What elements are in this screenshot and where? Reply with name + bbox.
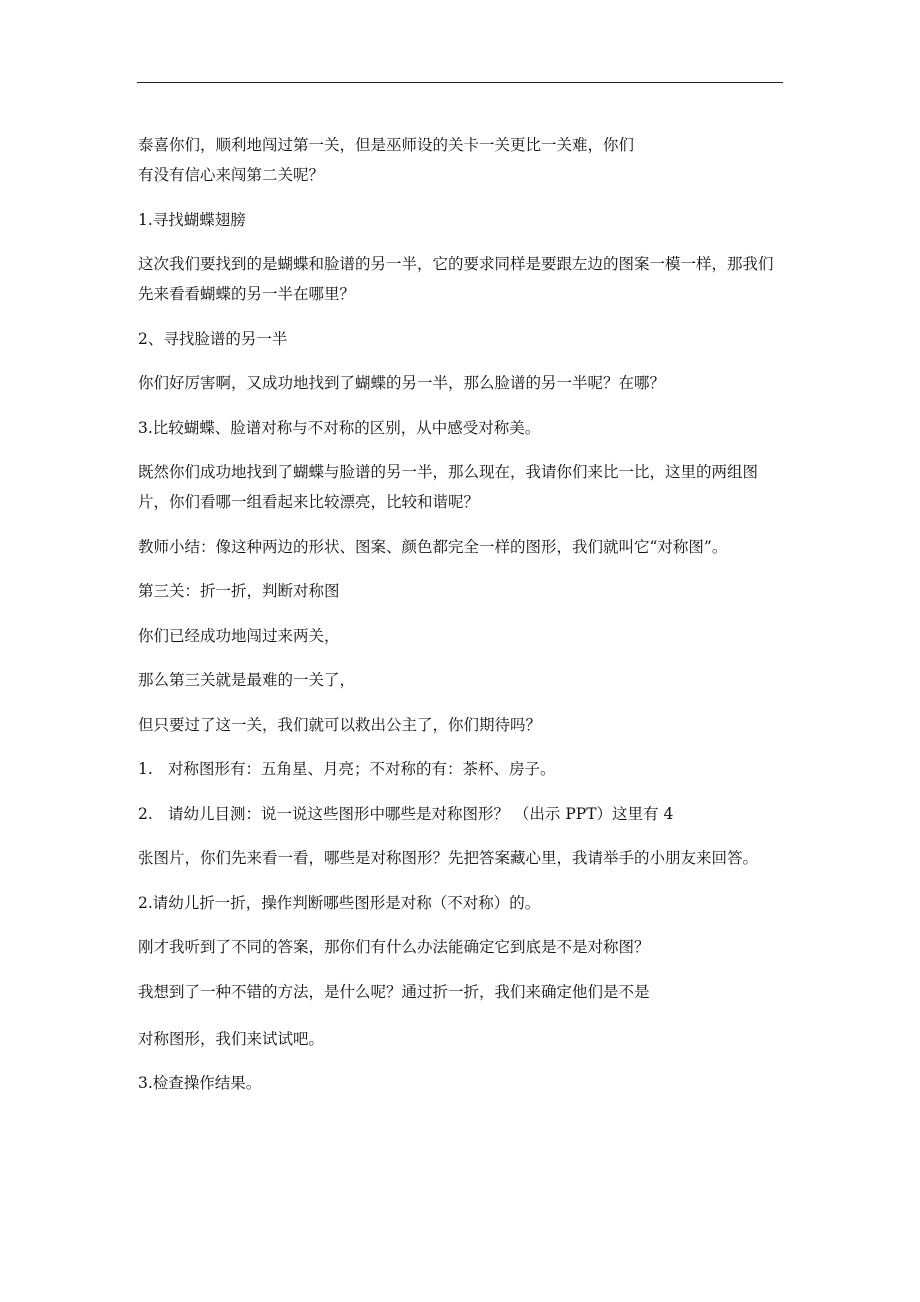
list-item bbox=[138, 754, 788, 784]
teacher-summary: 教师小结：像这种两边的形状、图案、颜色都完全一样的图形，我们就叫它“对称图”。 bbox=[138, 537, 728, 556]
section-heading: 第三关：折一折，判断对称图 bbox=[138, 582, 340, 600]
paragraph: 张图片，你们先来看一看，哪些是对称图形？先把答案藏心里，我请举手的小朋友来回答。 bbox=[138, 849, 759, 867]
paragraph: 我想到了一种不错的方法，是什么呢？通过折一折，我们来确定他们是不是 bbox=[138, 982, 650, 1001]
section-heading: 3.检查操作结果。 bbox=[138, 1074, 262, 1092]
list-item-text: 对称图形有：五角星、月亮；不对称的有：茶杯、房子。 bbox=[168, 760, 556, 778]
list-item bbox=[138, 799, 788, 829]
paragraph: 你们好厉害啊，又成功地找到了蝴蝶的另一半，那么脸谱的另一半呢？在哪？ bbox=[138, 374, 666, 392]
paragraph: 但只要过了这一关，我们就可以救出公主了，你们期待吗？ bbox=[138, 715, 542, 734]
section-heading: 3.比较蝴蝶、脸谱对称与不对称的区别，从中感受对称美。 bbox=[138, 418, 541, 437]
paragraph: 泰喜你们，顺利地闯过第一关，但是巫师设的关卡一关更比一关难，你们 bbox=[138, 136, 635, 154]
section-heading: 2.请幼儿折一折，操作判断哪些图形是对称（不对称）的。 bbox=[138, 893, 541, 912]
section-heading: 1.寻找蝴蝶翅膀 bbox=[138, 210, 246, 229]
list-marker: 1. bbox=[138, 760, 153, 778]
paragraph: 既然你们成功地找到了蝴蝶与脸谱的另一半，那么现在，我请你们来比一比，这里的两组图片，你们看哪一组看起来比较漂亮，比较和谐呢？ bbox=[138, 463, 759, 511]
paragraph: 有没有信心来闯第二关呢？ bbox=[138, 166, 325, 184]
header-rule bbox=[137, 82, 783, 83]
document-body bbox=[138, 130, 788, 1098]
paragraph: 刚才我听到了不同的答案，那你们有什么办法能确定它到底是不是对称图？ bbox=[138, 938, 650, 956]
section-heading: 2、寻找脸谱的另一半 bbox=[138, 329, 288, 348]
list-item-text: 请幼儿目测：说一说这些图形中哪些是对称图形？ （出示 PPT）这里有 4 bbox=[168, 804, 674, 823]
paragraph: 对称图形，我们来试试吧。 bbox=[138, 1029, 325, 1048]
paragraph: 这次我们要找到的是蝴蝶和脸谱的另一半，它的要求同样是要跟左边的图案一模一样，那我们先来看看蝴蝶的另一半在哪里？ bbox=[138, 255, 774, 303]
list-marker: 2. bbox=[138, 804, 153, 823]
paragraph: 那么第三关就是最难的一关了， bbox=[138, 671, 356, 689]
paragraph: 你们已经成功地闯过来两关， bbox=[138, 626, 340, 645]
